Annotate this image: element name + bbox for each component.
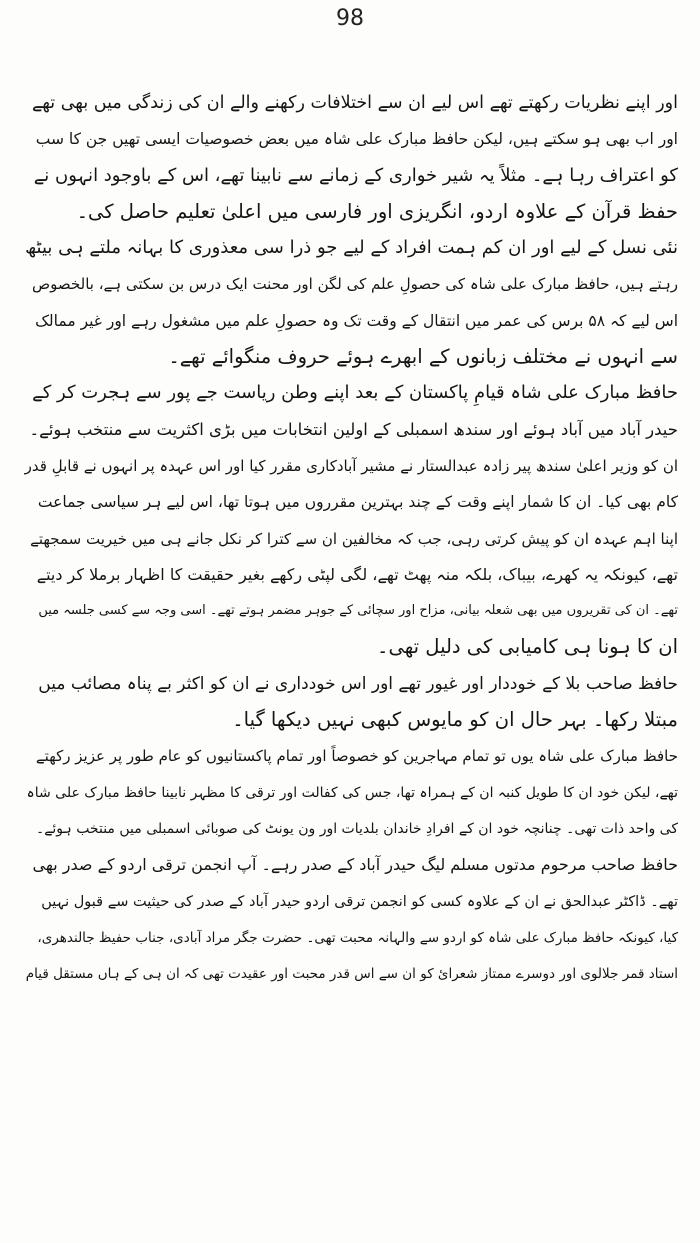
page-body (22, 85, 678, 992)
text-line: حفظ قرآن کے علاوہ اردو، انگریزی اور فارسی میں اعلیٰ تعلیم حاصل کی۔ (76, 199, 678, 223)
text-line: تھے، کیونکہ یہ کھرے، بیباک، بلکہ منہ پھٹ تھے، لگی لپٹی رکھے بغیر حقیقت کا اظہار برملا کر دیتے (36, 564, 678, 584)
text-line: مبتلا رکھا۔ بہر حال ان کو مایوس کبھی نہیں دیکھا گیا۔ (232, 708, 678, 732)
text-line: سے انہوں نے مختلف زبانوں کے ابھرے ہوئے حروف منگوائے تھے۔ (168, 345, 678, 369)
page-number: 98 (336, 6, 364, 31)
text-line: اور اپنے نظریات رکھتے تھے اس لیے ان سے اختلافات رکھنے والے ان کی زندگی میں بھی تھے (31, 93, 678, 113)
text-line: حافظ صاحب بلا کے خوددار اور غیور تھے اور اس خودداری نے ان کو اکثر بے پناہ مصائب میں (38, 673, 678, 694)
text-line: نئی نسل کے لیے اور ان کم ہمت افراد کے لیے جو ذرا سی معذوری کا بہانہ ملتے ہی بیٹھ (25, 237, 678, 259)
text-line: تھے۔ ان کی تقریروں میں بھی شعلہ بیانی، مزاح اور سچائی کے جوہر مضمر ہوتے تھے۔ اسی وجہ سے کسی جلسہ میں (38, 603, 678, 619)
text-line: رہتے ہیں، حافظ مبارک علی شاہ کی حصولِ علم کی لگن اور محنت ایک درس بن سکتی ہے، بالخصوص (32, 275, 678, 294)
text-line: کیا، کیونکہ حافظ مبارک علی شاہ کو اردو سے والہانہ محبت تھی۔ حضرت جگر مراد آبادی، جناب حفیظ جالندھری، (37, 929, 678, 946)
text-line: ان کو وزیر اعلیٰ سندھ پیر زادہ عبدالستار نے مشیر آبادکاری مقرر کیا اور اس عہدہ پر انہوں نے قابلِ قدر (24, 456, 678, 475)
text-line: اپنا اہم عہدہ ان کو پیش کرتی رہی، جب کہ مخالفین ان سے کترا کر نکل جانے ہی میں خیریت سمجھتے (30, 529, 678, 548)
text-line: ان کا ہونا ہی کامیابی کی دلیل تھی۔ (377, 635, 678, 659)
text-line: اور اب بھی ہو سکتے ہیں، لیکن حافظ مبارک علی شاہ میں بعض خصوصیات ایسی تھیں جن کا سب (35, 130, 678, 149)
text-line: تھے۔ ڈاکٹر عبدالحق نے ان کے علاوہ کسی کو انجمن ترقی اردو حیدر آباد کے صدر کی حیثیت سے قبول نہیں (41, 893, 678, 910)
text-line: حیدر آباد میں آباد ہوئے اور سندھ اسمبلی کے اولین انتخابات میں بڑی اکثریت سے منتخب ہوئے۔ (29, 419, 678, 439)
text-line: حافظ مبارک علی شاہ قیامِ پاکستان کے بعد اپنے وطن ریاست جے پور سے ہجرت کر کے (32, 382, 678, 404)
text-line: کو اعتراف رہا ہے۔ مثلاً یہ شیر خواری کے زمانے سے نابینا تھے، اس کے باوجود انہوں نے (33, 164, 678, 186)
text-line: استاد قمر جلالوی اور دوسرے ممتاز شعرائ کو ان سے اس قدر محبت اور عقیدت تھی کہ ان ہی کے ہاں مستقل قیام (25, 966, 678, 983)
text-line: کی واحد ذات تھی۔ چنانچہ خود ان کے افرادِ خاندان بلدیات اور ون یونٹ کی صوبائی اسمبلی میں منتخب ہوئے۔ (36, 820, 678, 837)
text-line: کام بھی کیا۔ ان کا شمار اپنے وقت کے چند بہترین مقرروں میں ہوتا تھا، اس لیے ہر سیاسی جماعت (37, 493, 678, 512)
text-line: تھے، لیکن خود ان کا طویل کنبہ ان کے ہمراہ تھا، جس کی کفالت اور ترقی کا مظہر نابینا حافظ مبارک علی شاہ (26, 784, 678, 801)
text-line: حافظ مبارک علی شاہ یوں تو تمام مہاجرین کو خصوصاً اور تمام پاکستانیوں کو عام طور پر عزیز رکھتے (35, 747, 678, 766)
text-line: اس لیے کہ ۵۸ برس کی عمر میں انتقال کے وقت تک وہ حصولِ علم میں مشغول رہے اور غیر ممالک (35, 311, 678, 330)
text-line: حافظ صاحب مرحوم مدتوں مسلم لیگ حیدر آباد کے صدر رہے۔ آپ انجمن ترقی اردو کے صدر بھی (32, 855, 678, 875)
